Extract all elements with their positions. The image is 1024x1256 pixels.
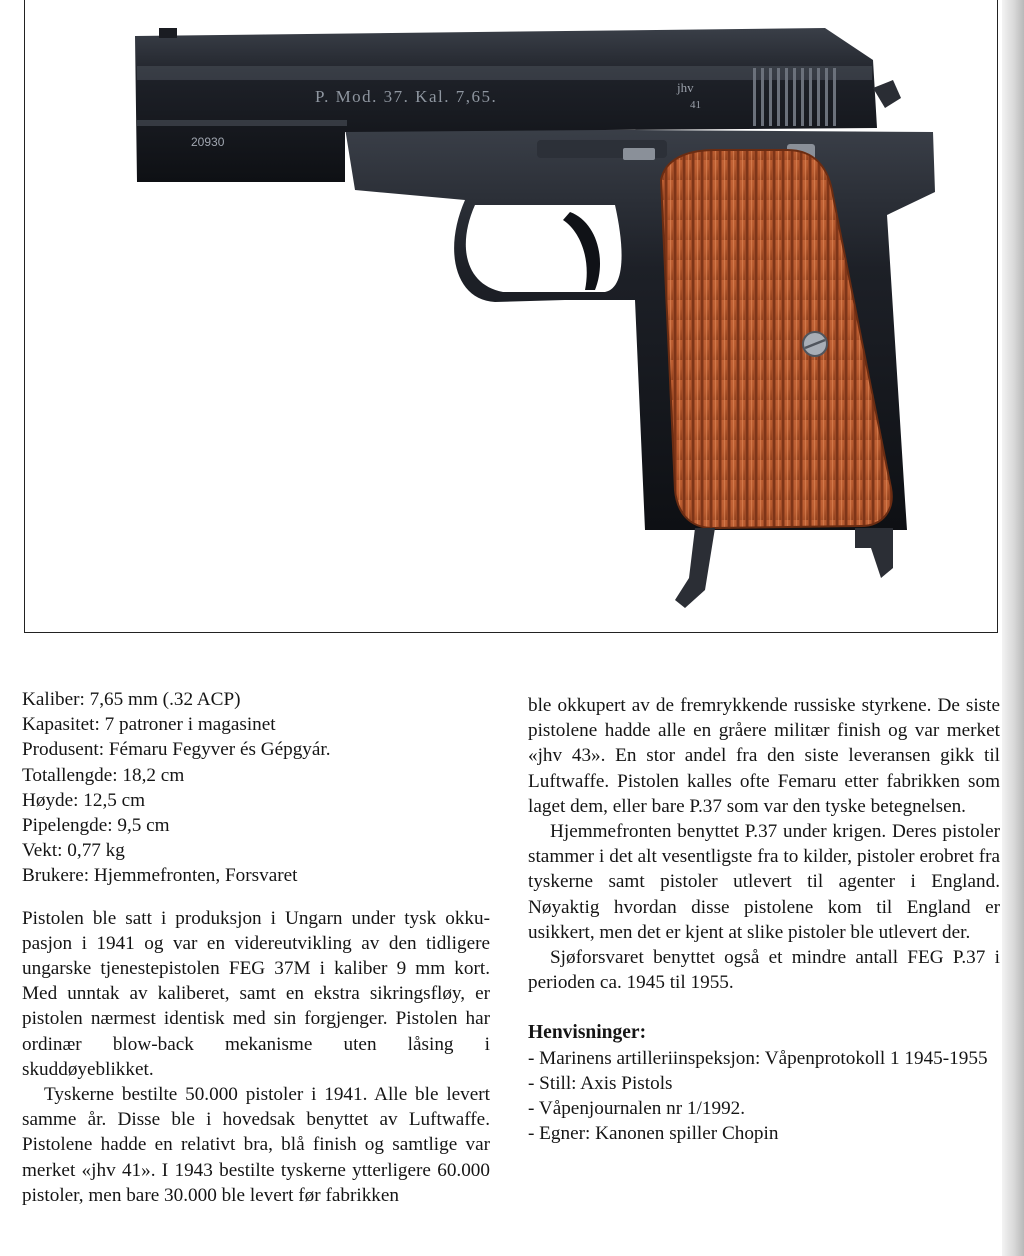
spec-barrel-length: Pipelengde: 9,5 cm [22,815,170,837]
slide-marking: P. Mod. 37. Kal. 7,65. [315,87,498,106]
proof-marking-year: 41 [690,99,701,111]
magazine-spur [675,528,715,608]
paragraph-navy: Sjøforsvaret benyttet også et mindre antall FEG P.37 i perioden ca. 1945 til 1955. [528,947,1000,994]
references-heading: Henvisninger: [528,1022,647,1044]
paragraph-german-orders: Tyskerne bestilte 50.000 pistoler i 1941. Alle ble levert samme år. Disse ble i hovedsak benyttet av Luftwaffe. Pistolene hadde en relativt bra, blå finish og samtlige var merket «jhv 41». I 1943 bestilte tyskerne ytterligere 60.000 pistoler, men bare 30.000 ble levert før fabrikken [22,1084,490,1206]
reference-item: - Marinens artilleriinspeksjon: Våpenprotokoll 1 1945-1955 [528,1047,988,1069]
spec-list [22,687,490,889]
pistol-photo-frame [24,0,998,633]
reference-item: - Still: Axis Pistols [528,1072,673,1094]
spec-height: Høyde: 12,5 cm [22,789,146,811]
references-list [528,1046,1000,1147]
spec-caliber: Kaliber: 7,65 mm (.32 ACP) [22,689,241,710]
paragraph-production: Pistolen ble satt i produksjon i Ungarn under tysk okku-pasjon i 1941 og var en videreutvikling av den tidligere ungarske tjenestepistolen FEG 37M i kaliber 9 mm kort. Med unntak av kaliberet, samt en ekstra sikringsfløy, er pistolen nærmest identisk med sin forgjenger. Pistolen har ordinær blow-back mekanisme uten låsing i skuddøyeblikket. [22,907,490,1080]
paragraph-occupation: ble okkupert av de fremrykkende russiske styrkene. De siste pistolene hadde alle en gråere militær finish og var merket «jhv 43». En stor andel fra den siste leveransen gikk til Luftwaffe. Pistolen kalles ofte Femaru etter fabrikken som laget dem, eller bare P.37 som var den tyske betegnelsen. [528,695,1000,817]
paragraph-home-front: Hjemmefronten benyttet P.37 under krigen. Deres pistoler stammer i det alt vesentligste fra to kilder, pistoler erobret fra tyskerne samt pistoler utlevert til agenter i England. Nøyaktig hvordan disse pistolene kom til England er usikkert, men det er kjent at slike pistoler ble utlevert der. [528,821,1000,943]
left-column [22,687,490,1208]
spec-users: Brukere: Hjemmefronten, Forsvaret [22,865,298,887]
spec-manufacturer: Produsent: Fémaru Fegyver és Gépgyár. [22,739,331,761]
pistol-photo [25,0,999,633]
spec-weight: Vekt: 0,77 kg [22,840,125,862]
right-column [528,693,1000,1146]
proof-marking-jhv: jhv [677,80,694,95]
reference-item: - Våpenjournalen nr 1/1992. [528,1098,746,1120]
serial-number: 20930 [191,135,225,149]
page-edge-shadow [1002,0,1024,1256]
spec-capacity: Kapasitet: 7 patroner i magasinet [22,714,276,736]
spec-total-length: Totallengde: 18,2 cm [22,764,185,786]
reference-item: - Egner: Kanonen spiller Chopin [528,1123,779,1145]
